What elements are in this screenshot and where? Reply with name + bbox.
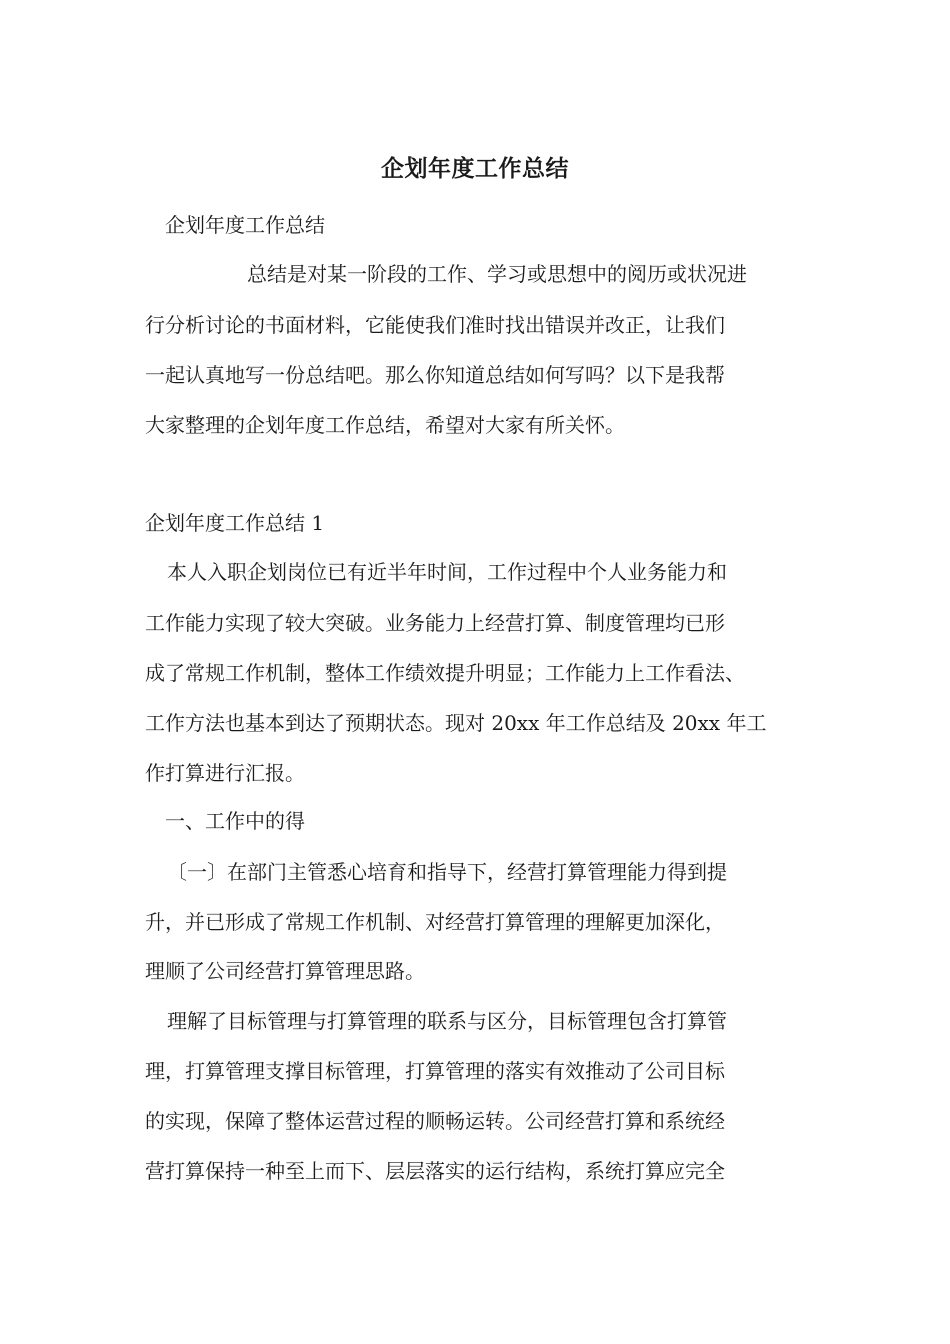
intro-line: 大家整理的企划年度工作总结，希望对大家有所关怀。 [145, 413, 625, 437]
body-line: 营打算保持一种至上而下、层层落实的运行结构，系统打算应完全 [145, 1159, 725, 1183]
body-line: 理，打算管理支撑目标管理，打算管理的落实有效推动了公司目标 [145, 1059, 725, 1083]
body-line: 工作方法也基本到达了预期状态。现对 20xx 年工作总结及 20xx 年工 [145, 711, 767, 735]
intro-line: 一起认真地写一份总结吧。那么你知道总结如何写吗？以下是我帮 [145, 363, 725, 387]
intro-line: 行分析讨论的书面材料，它能使我们准时找出错误并改正，让我们 [145, 313, 725, 337]
intro-line: 总结是对某一阶段的工作、学习或思想中的阅历或状况进 [247, 262, 747, 286]
section-heading: 企划年度工作总结 1 [145, 511, 325, 535]
body-line: 升，并已形成了常规工作机制、对经营打算管理的理解更加深化， [145, 910, 725, 934]
subsection-heading: 一、工作中的得 [165, 809, 305, 833]
body-line: 成了常规工作机制，整体工作绩效提升明显；工作能力上工作看法、 [145, 661, 745, 685]
body-line: 〔一〕在部门主管悉心培育和指导下，经营打算管理能力得到提 [167, 860, 727, 884]
body-line: 工作能力实现了较大突破。业务能力上经营打算、制度管理均已形 [145, 611, 725, 635]
body-line: 的实现，保障了整体运营过程的顺畅运转。公司经营打算和系统经 [145, 1109, 725, 1133]
body-line: 理顺了公司经营打算管理思路。 [145, 959, 425, 983]
document-subtitle: 企划年度工作总结 [165, 213, 325, 237]
body-line: 理解了目标管理与打算管理的联系与区分，目标管理包含打算管 [167, 1009, 727, 1033]
body-line: 本人入职企划岗位已有近半年时间，工作过程中个人业务能力和 [167, 560, 727, 584]
body-line: 作打算进行汇报。 [145, 761, 305, 785]
document-title: 企划年度工作总结 [381, 156, 569, 182]
